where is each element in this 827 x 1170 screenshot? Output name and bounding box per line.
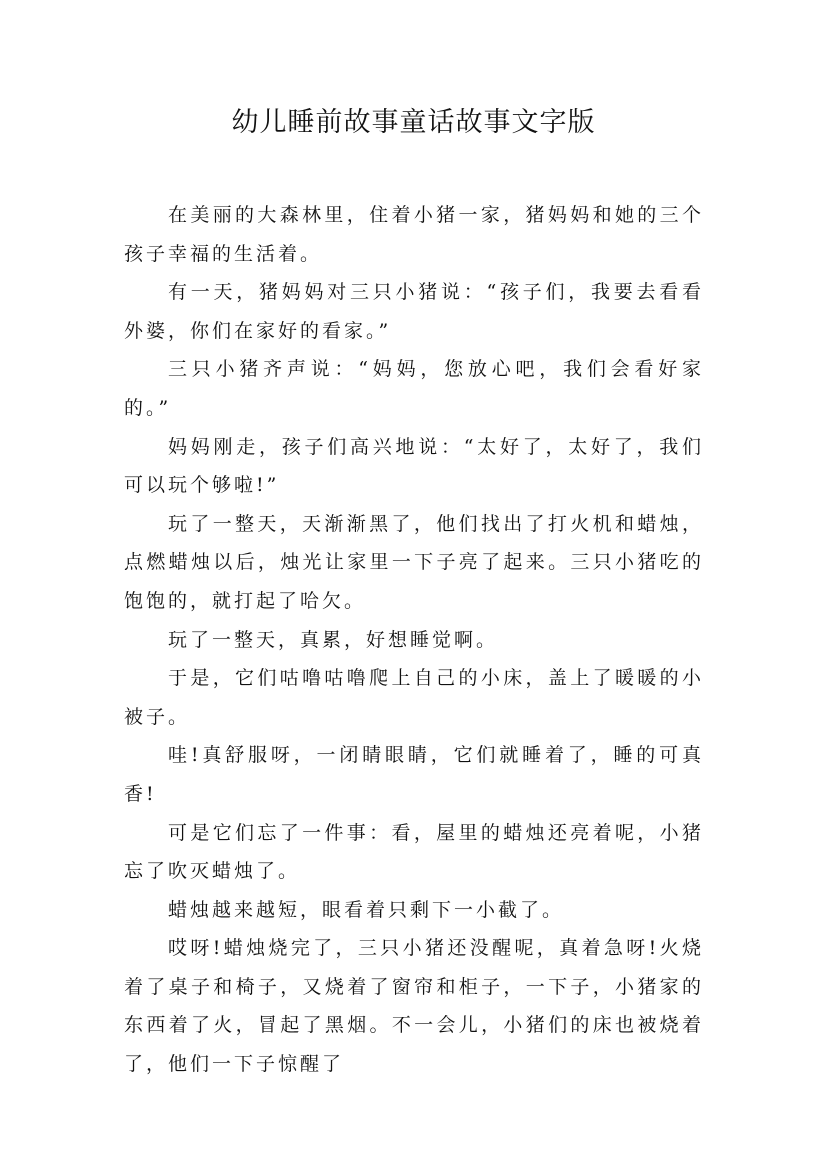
paragraph: 玩了一整天，真累，好想睡觉啊。 [168, 628, 499, 651]
paragraph: 蜡烛越来越短，眼看着只剩下一小截了。 [168, 898, 565, 921]
paragraph: 三只小猪齐声说：“妈妈，您放心吧，我们会看好家的。” [124, 358, 704, 419]
paragraph: 哇!真舒服呀，一闭睛眼睛，它们就睡着了，睡的可真香! [124, 744, 704, 805]
paragraph: 于是，它们咕噜咕噜爬上自己的小床，盖上了暖暖的小被子。 [124, 667, 704, 728]
document-title: 幼儿睡前故事童话故事文字版 [231, 107, 596, 138]
paragraph: 哎呀!蜡烛烧完了，三只小猪还没醒呢，真着急呀!火烧着了桌子和椅子，又烧着了窗帘和柜子，一下子，小猪家的东西着了火，冒起了黑烟。不一会儿，小猪们的床也被烧着了，他们一下子惊醒了 [124, 937, 704, 1076]
paragraph: 妈妈刚走，孩子们高兴地说：“太好了，太好了，我们可以玩个够啦!” [124, 435, 704, 497]
paragraph: 有一天，猪妈妈对三只小猪说：“孩子们，我要去看看外婆，你们在家好的看家。” [124, 281, 704, 342]
paragraph: 在美丽的大森林里，住着小猪一家，猪妈妈和她的三个孩子幸福的生活着。 [124, 204, 704, 265]
story-body [124, 196, 704, 1084]
paragraph: 玩了一整天，天渐渐黑了，他们找出了打火机和蜡烛，点燃蜡烛以后，烛光让家里一下子亮了起来。三只小猪吃的饱饱的，就打起了哈欠。 [124, 512, 704, 612]
paragraph: 可是它们忘了一件事：看，屋里的蜡烛还亮着呢，小猪忘了吹灭蜡烛了。 [124, 821, 704, 883]
